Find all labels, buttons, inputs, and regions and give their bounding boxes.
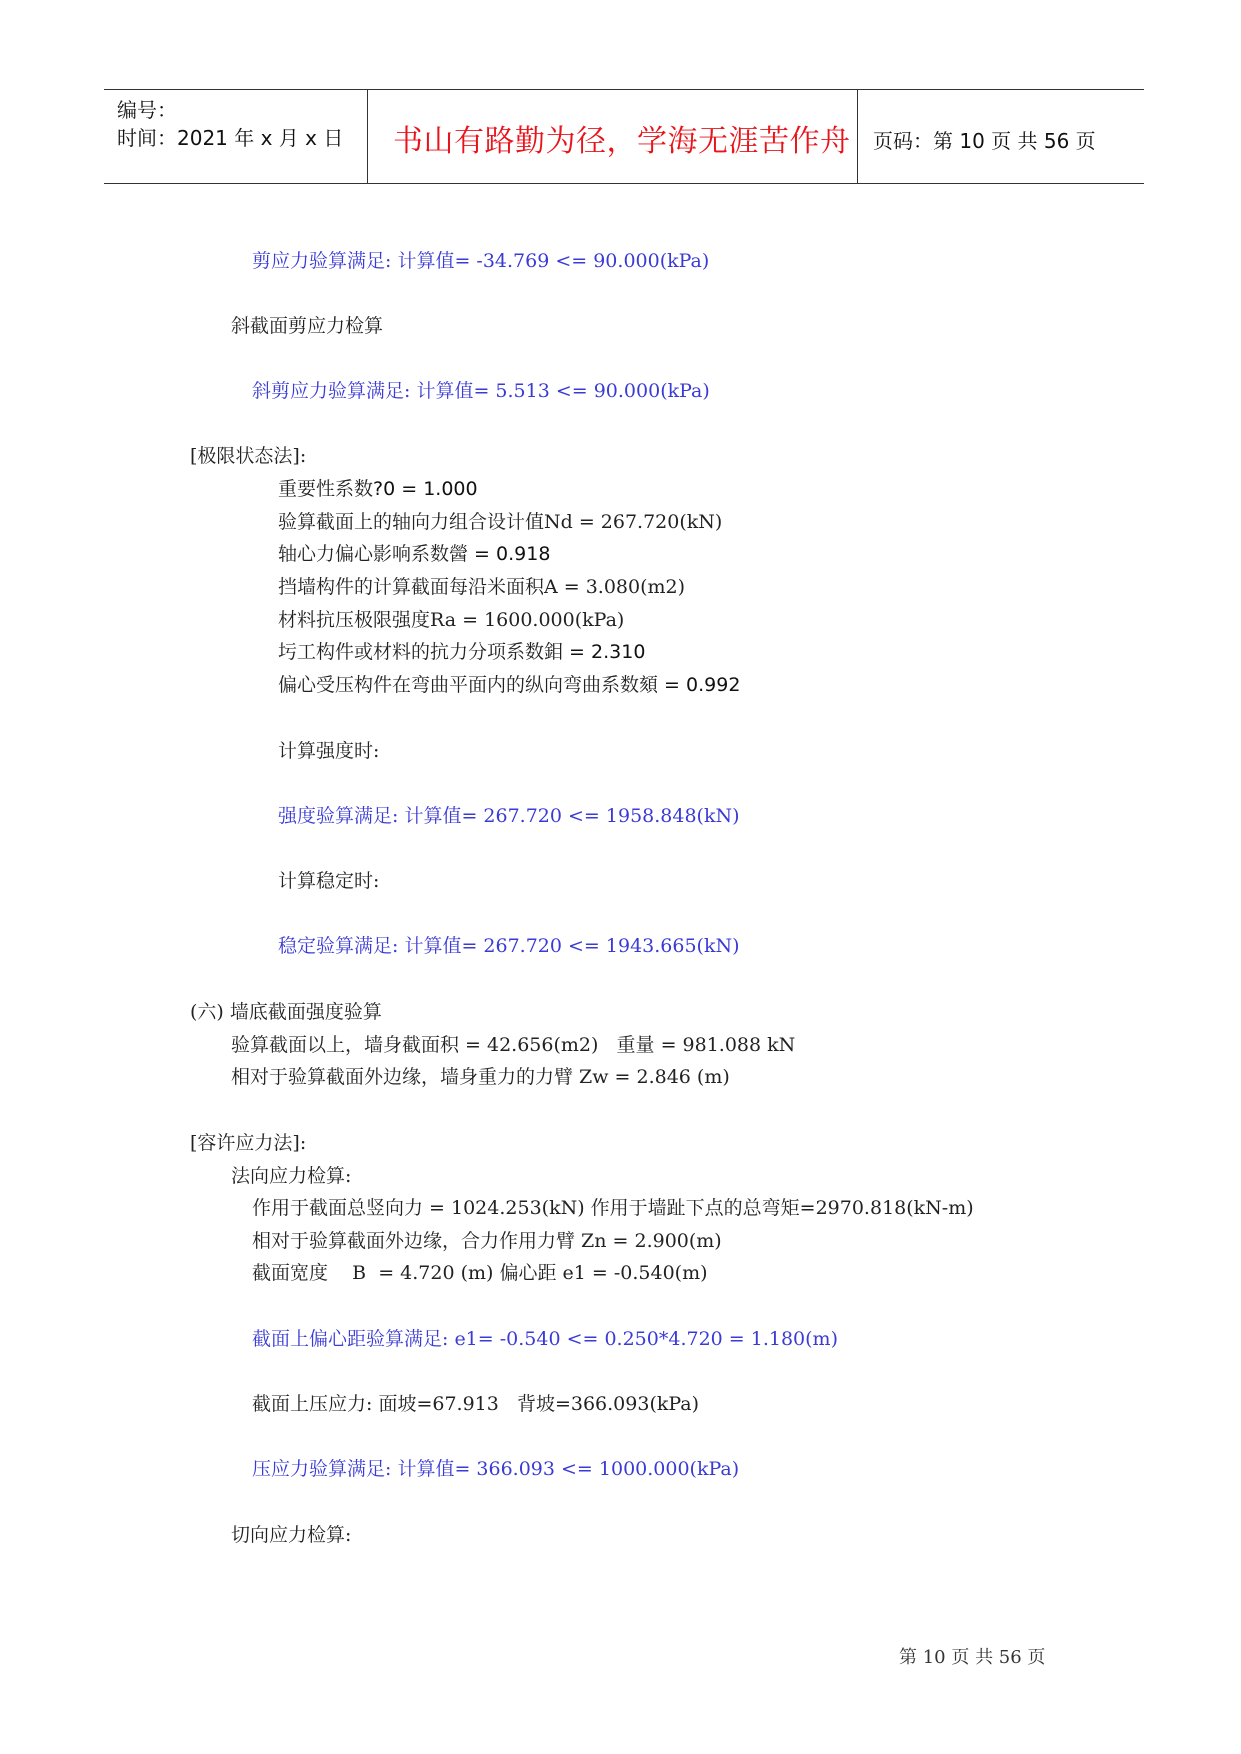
- header-bottom-rule: [104, 183, 1144, 184]
- inclined-shear-result: 斜剪应力验算满足: 计算值= 5.513 <= 90.000(kPa): [252, 380, 710, 402]
- buckling-factor: [278, 673, 740, 697]
- page-footer: 第 10 页 共 56 页: [899, 1647, 1046, 1668]
- header-divider-left: [367, 89, 368, 183]
- axial-force-design: 验算截面上的轴向力组合设计值Nd = 267.720(kN): [278, 511, 723, 533]
- wall-area-weight: 验算截面以上，墙身截面积 = 42.656(m2) 重量 = 981.088 kN: [231, 1034, 796, 1056]
- normal-stress-heading: 法向应力检算:: [231, 1165, 352, 1187]
- ultimate-strength: 材料抗压极限强度Ra = 1600.000(kPa): [278, 609, 625, 631]
- limit-state-heading: [极限状态法]:: [190, 445, 307, 467]
- stability-calc-heading: 计算稳定时:: [278, 870, 380, 892]
- importance-factor-value: ?0 = 1.000: [373, 478, 478, 500]
- buckling-factor-label: 偏心受压构件在弯曲平面内的纵向弯曲系数頦: [278, 674, 659, 696]
- allowable-stress-heading: [容许应力法]:: [190, 1132, 307, 1154]
- wall-gravity-arm: 相对于验算截面外边缘，墙身重力的力臂 Zw = 2.846 (m): [231, 1066, 730, 1088]
- importance-factor: [278, 477, 478, 501]
- resistance-factor: [278, 640, 645, 664]
- vertical-force-moment: 作用于截面总竖向力 = 1024.253(kN) 作用于墙趾下点的总弯矩=2970.818(kN-m): [252, 1197, 974, 1219]
- inclined-section-heading: 斜截面剪应力检算: [231, 315, 384, 337]
- eccentricity-factor: [278, 542, 550, 566]
- section-six-heading: (六) 墙底截面强度验算: [190, 1001, 382, 1023]
- strength-check-result: 强度验算满足: 计算值= 267.720 <= 1958.848(kN): [278, 805, 740, 827]
- buckling-factor-value: = 0.992: [658, 674, 741, 696]
- header-motto: 书山有路勤为径，学海无涯苦作舟: [393, 124, 851, 159]
- resistance-factor-value: = 2.310: [563, 641, 646, 663]
- header-top-rule: [104, 89, 1144, 90]
- doc-time-label: 时间：2021 年 x 月 x 日: [117, 126, 344, 150]
- section-area: 挡墙构件的计算截面每沿米面积A = 3.080(m2): [278, 576, 686, 598]
- strength-calc-heading: 计算强度时:: [278, 740, 380, 762]
- section-compressive-stress: 截面上压应力: 面坡=67.913 背坡=366.093(kPa): [252, 1393, 700, 1415]
- resultant-arm: 相对于验算截面外边缘，合力作用力臂 Zn = 2.900(m): [252, 1230, 722, 1252]
- stability-check-result: 稳定验算满足: 计算值= 267.720 <= 1943.665(kN): [278, 935, 740, 957]
- compressive-stress-result: 压应力验算满足: 计算值= 366.093 <= 1000.000(kPa): [252, 1458, 740, 1480]
- header-page-info: 页码：第 10 页 共 56 页: [873, 129, 1096, 153]
- importance-factor-label: 重要性系数: [278, 478, 374, 500]
- header-divider-right: [857, 89, 858, 183]
- doc-number-label: 编号：: [117, 98, 177, 122]
- eccentricity-check-result: 截面上偏心距验算满足: e1= -0.540 <= 0.250*4.720 = 1.180(m): [252, 1328, 838, 1350]
- section-width-eccentricity: 截面宽度 B = 4.720 (m) 偏心距 e1 = -0.540(m): [252, 1262, 708, 1284]
- resistance-factor-label: 圬工构件或材料的抗力分项系数鉬: [278, 641, 564, 663]
- tangential-stress-heading: 切向应力检算:: [231, 1524, 352, 1546]
- shear-stress-result: 剪应力验算满足: 计算值= -34.769 <= 90.000(kPa): [252, 250, 710, 272]
- eccentricity-factor-value: = 0.918: [468, 543, 551, 565]
- eccentricity-factor-label: 轴心力偏心影响系数醟: [278, 543, 469, 565]
